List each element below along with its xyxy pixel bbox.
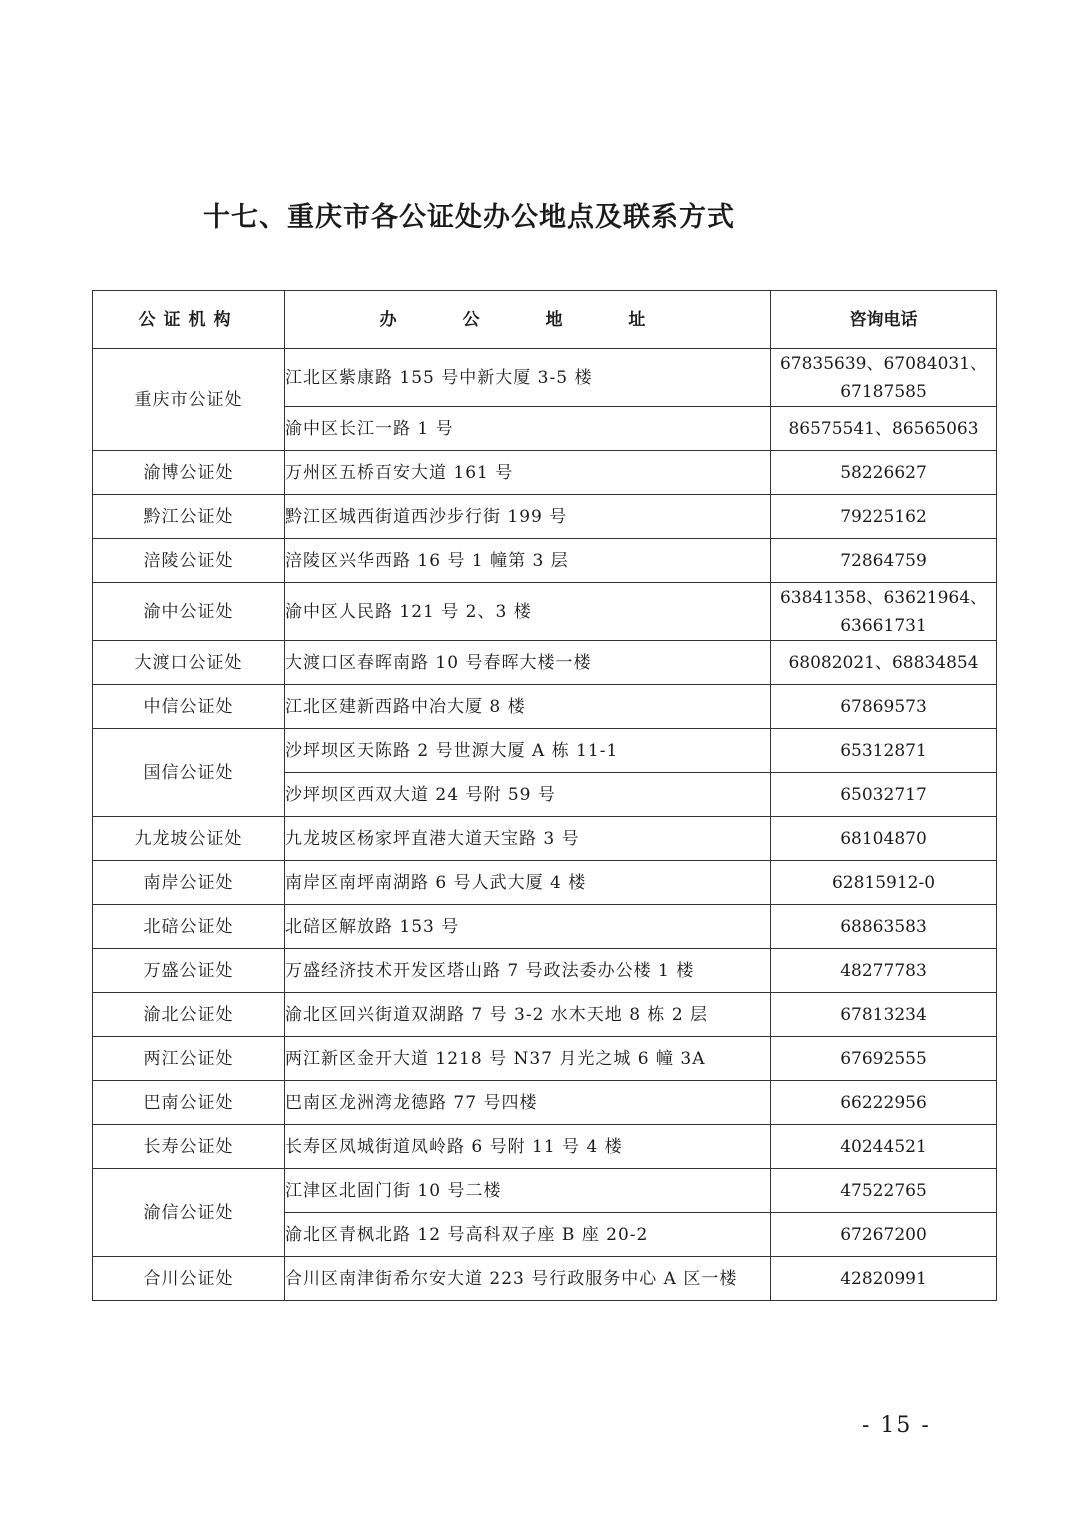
phone-cell: 67692555 [771,1037,997,1081]
table-row [93,1169,997,1213]
phone-line: 63661731 [840,615,927,636]
table-row [93,905,997,949]
phone-cell [771,583,997,641]
table-row [93,641,997,685]
table-row [93,817,997,861]
address-cell: 长寿区凤城街道凤岭路 6 号附 11 号 4 楼 [285,1125,771,1169]
phone-line: 67835639、67084031、 [779,353,988,374]
address-cell: 沙坪坝区天陈路 2 号世源大厦 A 栋 11-1 [285,729,771,773]
phone-cell: 62815912-0 [771,861,997,905]
org-cell: 渝中公证处 [93,583,285,641]
address-cell: 江北区建新西路中冶大厦 8 楼 [285,685,771,729]
address-cell: 巴南区龙洲湾龙德路 77 号四楼 [285,1081,771,1125]
phone-cell: 79225162 [771,495,997,539]
address-cell: 渝中区人民路 121 号 2、3 楼 [285,583,771,641]
org-cell: 渝北公证处 [93,993,285,1037]
address-cell: 沙坪坝区西双大道 24 号附 59 号 [285,773,771,817]
org-cell: 两江公证处 [93,1037,285,1081]
address-cell: 江北区紫康路 155 号中新大厦 3-5 楼 [285,349,771,407]
phone-cell: 86575541、86565063 [771,407,997,451]
address-cell: 万州区五桥百安大道 161 号 [285,451,771,495]
header-phone: 咨询电话 [771,291,997,349]
address-cell: 两江新区金开大道 1218 号 N37 月光之城 6 幢 3A [285,1037,771,1081]
org-cell: 重庆市公证处 [93,349,285,451]
org-cell: 大渡口公证处 [93,641,285,685]
phone-cell: 65032717 [771,773,997,817]
address-cell: 黔江区城西街道西沙步行街 199 号 [285,495,771,539]
phone-cell: 42820991 [771,1257,997,1301]
address-cell: 渝中区长江一路 1 号 [285,407,771,451]
phone-cell: 66222956 [771,1081,997,1125]
address-cell: 渝北区青枫北路 12 号高科双子座 B 座 20-2 [285,1213,771,1257]
address-cell: 大渡口区春晖南路 10 号春晖大楼一楼 [285,641,771,685]
table-row [93,1081,997,1125]
phone-cell [771,349,997,407]
org-cell: 渝博公证处 [93,451,285,495]
table-row [93,539,997,583]
table-row [93,1125,997,1169]
table-header-row [93,291,997,349]
phone-cell: 68104870 [771,817,997,861]
table-row [93,729,997,773]
phone-line: 67187585 [840,381,927,402]
phone-cell: 72864759 [771,539,997,583]
table-row [93,495,997,539]
notary-office-table [92,290,997,1301]
org-cell: 北碚公证处 [93,905,285,949]
phone-line: 63841358、63621964、 [779,587,988,608]
phone-cell: 48277783 [771,949,997,993]
address-cell: 九龙坡区杨家坪直港大道天宝路 3 号 [285,817,771,861]
address-cell: 渝北区回兴街道双湖路 7 号 3-2 水木天地 8 栋 2 层 [285,993,771,1037]
phone-cell: 67813234 [771,993,997,1037]
phone-cell: 68863583 [771,905,997,949]
table-row [93,1257,997,1301]
page-title: 十七、重庆市各公证处办公地点及联系方式 [203,202,735,233]
phone-cell: 58226627 [771,451,997,495]
address-cell: 江津区北固门街 10 号二楼 [285,1169,771,1213]
table-row [93,949,997,993]
table-row [93,583,997,641]
phone-cell: 40244521 [771,1125,997,1169]
phone-cell: 65312871 [771,729,997,773]
org-cell: 渝信公证处 [93,1169,285,1257]
header-address: 办 公 地 址 [285,291,771,349]
address-cell: 涪陵区兴华西路 16 号 1 幢第 3 层 [285,539,771,583]
address-cell: 合川区南津街希尔安大道 223 号行政服务中心 A 区一楼 [285,1257,771,1301]
table-row [93,349,997,407]
address-cell: 北碚区解放路 153 号 [285,905,771,949]
address-cell: 万盛经济技术开发区塔山路 7 号政法委办公楼 1 楼 [285,949,771,993]
org-cell: 涪陵公证处 [93,539,285,583]
page-number: - 15 - [862,1413,931,1438]
org-cell: 长寿公证处 [93,1125,285,1169]
phone-cell: 67869573 [771,685,997,729]
table-row [93,861,997,905]
org-cell: 万盛公证处 [93,949,285,993]
org-cell: 黔江公证处 [93,495,285,539]
header-institution: 公证机构 [93,291,285,349]
table-row [93,993,997,1037]
table-row [93,685,997,729]
org-cell: 国信公证处 [93,729,285,817]
org-cell: 南岸公证处 [93,861,285,905]
org-cell: 巴南公证处 [93,1081,285,1125]
org-cell: 合川公证处 [93,1257,285,1301]
org-cell: 九龙坡公证处 [93,817,285,861]
phone-cell: 47522765 [771,1169,997,1213]
table-row [93,1037,997,1081]
phone-cell: 68082021、68834854 [771,641,997,685]
org-cell: 中信公证处 [93,685,285,729]
phone-cell: 67267200 [771,1213,997,1257]
table-row [93,451,997,495]
address-cell: 南岸区南坪南湖路 6 号人武大厦 4 楼 [285,861,771,905]
